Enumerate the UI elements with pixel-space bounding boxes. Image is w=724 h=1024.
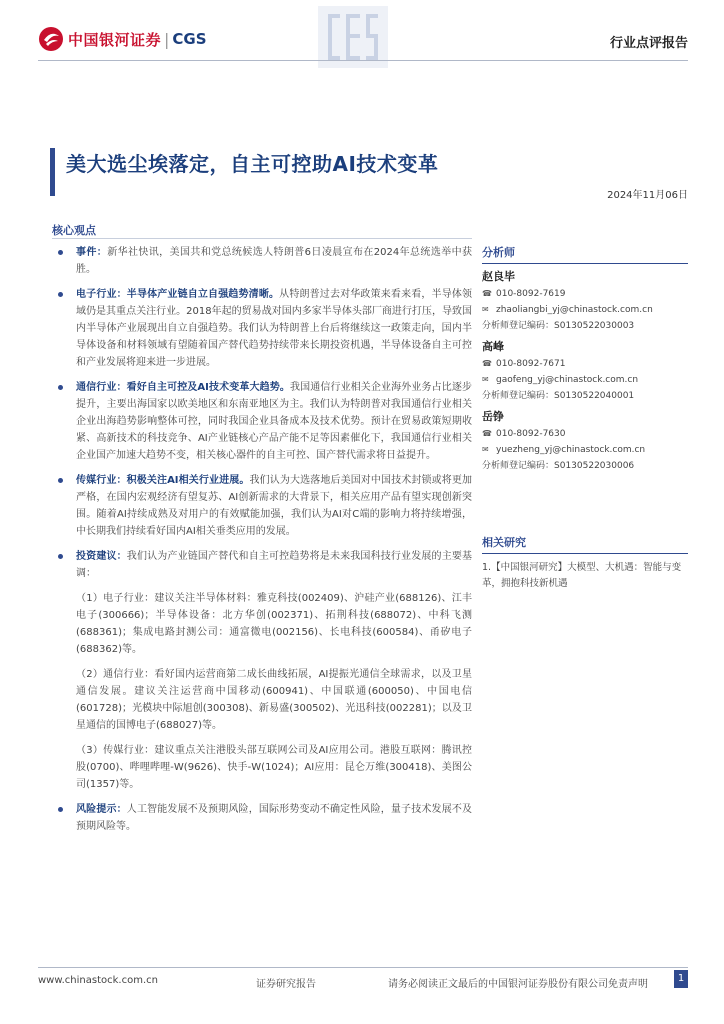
header-divider [38, 60, 688, 61]
logo-text-en: CGS [172, 30, 207, 48]
title-accent-bar [50, 148, 55, 196]
analyst-email[interactable]: yuezheng_yj@chinastock.com.cn [496, 445, 646, 455]
bullet-investment: 投资建议：我们认为产业链国产替代和自主可控趋势将是未来我国科技行业发展的主要基调： [52, 548, 472, 582]
analyst-phone: 010-8092-7619 [496, 289, 566, 299]
page-header [0, 0, 724, 120]
analyst-reg-code: 分析师登记编码：S0130522030006 [482, 461, 635, 471]
analyst-section-title: 分析师 [482, 244, 688, 264]
analyst-email[interactable]: gaofeng_yj@chinastock.com.cn [496, 375, 639, 385]
email-icon: ✉ [482, 305, 489, 314]
core-views-divider [52, 238, 472, 239]
analyst-email[interactable]: zhaoliangbi_yj@chinastock.com.cn [496, 305, 653, 315]
page-number: 1 [674, 970, 688, 988]
bullet-media: 传媒行业：积极关注AI相关行业进展。我们认为大选落地后美国对中国技术封锁或将更加严格，在国内宏观经济有望复苏、AI创新需求的大背景下，相关应用产品有望实现创新突围。随着AI持续成熟及对用户的有效赋能加强，我们认为AI对C端的影响力将持续增强，中长期我们持续看好国内AI相关垂类应用的发展。 [52, 472, 472, 540]
investment-electronics: （1）电子行业：建议关注半导体材料：雅克科技(002409)、沪硅产业(688126)、江丰电子(300666)；半导体设备：北方华创(002371)、拓荆科技(688072)、中科飞测(688361)；集成电路封测公司：通富微电(002156)、长电科技(600584)、甬矽电子(688362)等。 [76, 593, 472, 655]
analyst-card [482, 408, 688, 474]
core-views-label: 核心观点 [52, 224, 96, 237]
analyst-phone: 010-8092-7630 [496, 429, 566, 439]
logo-text-cn: 中国银河证券 [68, 30, 162, 49]
analyst-name: 岳铮 [482, 410, 504, 423]
bullet-event: 事件：新华社快讯，美国共和党总统候选人特朗普6日凌晨宣布在2024年总统选举中获胜。 [52, 244, 472, 278]
cgs-logo-icon [38, 26, 64, 52]
phone-icon: ☎ [482, 429, 492, 438]
investment-media: （3）传媒行业：建议重点关注港股头部互联网公司及AI应用公司。港股互联网：腾讯控股(0700)、哔哩哔哩-W(9626)、快手-W(1024)；AI应用：昆仑万维(300418)、美图公司(1357)等。 [76, 745, 472, 790]
bullet-telecom: 通信行业：看好自主可控及AI技术变革大趋势。我国通信行业相关企业海外业务占比逐步提升，主要出海国家以欧美地区和东南亚地区为主。我们认为特朗普对我国通信行业相关企业出海趋势影响整体可控，同时我国企业具备成本及技术优势。预计在贸易政策短期收紧、高新技术的科技竞争、AI产业链核心产品产能不足等因素催化下，我国通信行业相关企业国产加速大趋势不变，相关核心器件的自主可控、国产替代需求将日益提升。 [52, 379, 472, 464]
investment-telecom: （2）通信行业：看好国内运营商第二成长曲线拓展，AI提振光通信全球需求，以及卫星通信发展。建议关注运营商中国移动(600941)、中国联通(600050)、中国电信(601728)；光模块中际旭创(300308)、新易盛(300502)、光迅科技(002281)；以及卫星通信的国博电子(688027)等。 [76, 669, 472, 731]
footer-website-link[interactable]: www.chinastock.com.cn [38, 975, 158, 986]
report-date: 2024年11月06日 [607, 190, 688, 201]
phone-icon: ☎ [482, 359, 492, 368]
email-icon: ✉ [482, 445, 489, 454]
core-views-column [52, 244, 472, 843]
logo-separator: | [164, 29, 170, 49]
company-logo [38, 26, 207, 52]
bullet-electronics: 电子行业：半导体产业链自立自强趋势清晰。从特朗普过去对华政策来看来看，半导体领域仍是其重点关注行业。2018年起的贸易战对国内多家半导体头部厂商进行打压，导致国内半导体产业展现出自立自强趋势。我们认为特朗普上台后将继续这一政策走向，国内半导体设备和材料领域有望随着国产替代趋势持续带来长期投资机遇，半导体设备自主可控和产业发展将迎来进一步进展。 [52, 286, 472, 371]
doc-type-label: 行业点评报告 [609, 36, 688, 51]
related-research-link[interactable]: 1.【中国银河研究】大模型、大机遇：智能与变革，拥抱科技新机遇 [482, 562, 682, 589]
analyst-phone: 010-8092-7671 [496, 359, 566, 369]
analyst-name: 赵良毕 [482, 270, 515, 283]
sidebar [482, 244, 688, 592]
footer-report-type: 证券研究报告 [256, 979, 316, 990]
phone-icon: ☎ [482, 289, 492, 298]
analyst-card [482, 338, 688, 404]
bullet-risk: 风险提示：人工智能发展不及预期风险，国际形势变动不确定性风险，量子技术发展不及预期风险等。 [52, 801, 472, 835]
report-title: 美大选尘埃落定，自主可控助AI技术变革 [66, 152, 439, 176]
analyst-name: 高峰 [482, 340, 504, 353]
analyst-card [482, 268, 688, 334]
email-icon: ✉ [482, 375, 489, 384]
footer-disclaimer: 请务必阅读正文最后的中国银河证券股份有限公司免责声明 [388, 979, 648, 990]
analyst-reg-code: 分析师登记编码：S0130522030003 [482, 321, 635, 331]
analyst-reg-code: 分析师登记编码：S0130522040001 [482, 391, 635, 401]
footer-divider [38, 967, 688, 968]
cgs-watermark-icon [318, 6, 388, 68]
related-research-title: 相关研究 [482, 534, 688, 554]
